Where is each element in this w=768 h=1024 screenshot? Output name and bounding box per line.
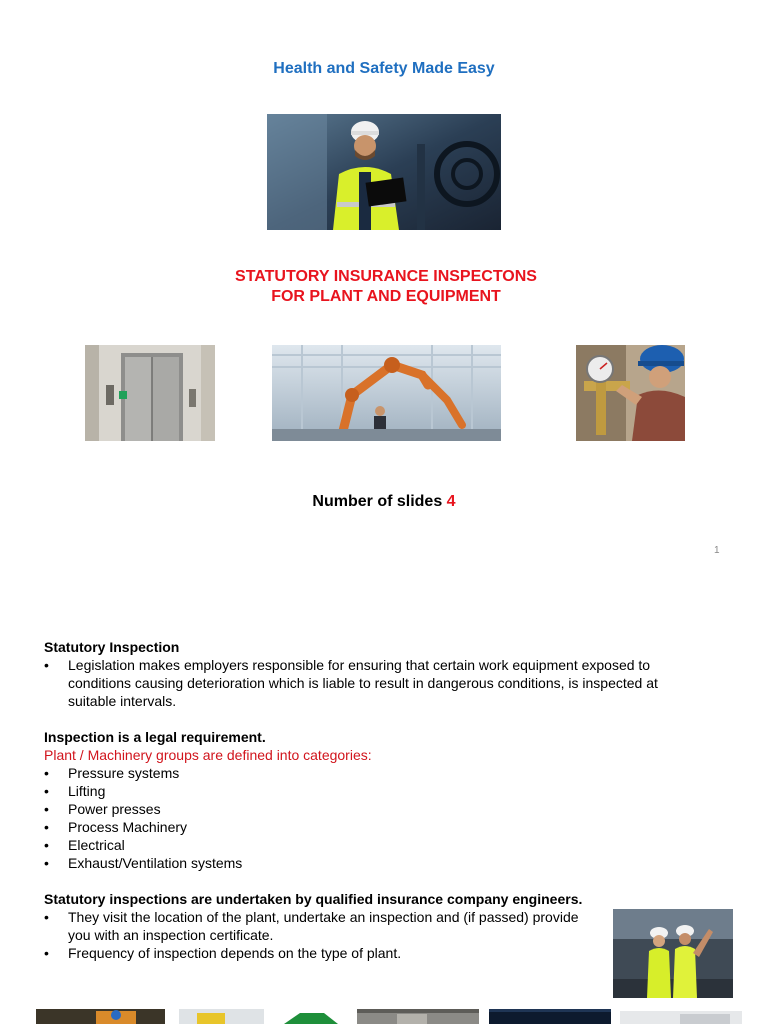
hero-engineer-photo — [267, 114, 501, 230]
slide-heading-line1: STATUTORY INSURANCE INSPECTONS — [235, 268, 537, 285]
engineer-illustration — [267, 114, 501, 230]
list-item: • Lifting — [44, 782, 724, 800]
pressure-gauge-photo — [576, 345, 685, 441]
list-item: • Pressure systems — [44, 764, 724, 782]
list-item: • Process Machinery — [44, 818, 724, 836]
slide-heading — [0, 267, 768, 307]
elevator-photo — [85, 345, 215, 441]
bottom-photo-4-illustration — [357, 1009, 479, 1024]
bottom-photo-1 — [36, 1009, 165, 1024]
robot-factory-illustration — [272, 345, 501, 441]
robot-factory-photo — [272, 345, 501, 441]
section-title-legal-requirement: Inspection is a legal requirement. — [44, 729, 266, 745]
engineers-illustration — [613, 909, 733, 998]
bottom-photo-6 — [620, 1011, 742, 1024]
list-item-line: you with an inspection certificate. — [68, 927, 274, 943]
engineers-photo — [613, 909, 733, 998]
list-item: • Power presses — [44, 800, 724, 818]
bottom-photo-3 — [280, 1011, 342, 1024]
brand-title: Health and Safety Made Easy — [273, 60, 495, 77]
list-item: • Exhaust/Ventilation systems — [44, 854, 724, 872]
section-title-statutory-inspection: Statutory Inspection — [44, 639, 180, 655]
page-number: 1 — [714, 545, 720, 556]
slide-count — [0, 493, 768, 511]
categories-subtitle: Plant / Machinery groups are defined into categories: — [44, 747, 372, 763]
list-item: • Legislation makes employers responsible for ensuring that certain work equipment exposed to conditions causing deterioration which is liable to result in dangerous conditions, is inspected at suitable intervals. — [44, 656, 708, 710]
slide-count-value: 4 — [446, 493, 456, 510]
category-list — [44, 764, 724, 872]
bottom-photo-6-illustration — [620, 1011, 742, 1024]
bottom-photo-3-illustration — [280, 1011, 342, 1024]
section-title-engineers: Statutory inspections are undertaken by qualified insurance company engineers. — [44, 891, 583, 907]
elevator-illustration — [85, 345, 215, 441]
pressure-gauge-illustration — [576, 345, 685, 441]
list-item-line: • They visit the location of the plant, undertake an inspection and (if passed) provide — [68, 909, 579, 925]
bottom-photo-5 — [489, 1009, 611, 1024]
bottom-photo-4 — [357, 1009, 479, 1024]
bottom-photo-5-illustration — [489, 1009, 611, 1024]
list-item: • Electrical — [44, 836, 724, 854]
slide-heading-line2: FOR PLANT AND EQUIPMENT — [271, 288, 501, 305]
slide-count-label: Number of slides — [312, 493, 447, 510]
list-item: • Frequency of inspection depends on the type of plant. — [44, 944, 724, 962]
bottom-photo-2-illustration — [179, 1009, 264, 1024]
bottom-photo-2 — [179, 1009, 264, 1024]
section1-bullet-list — [44, 656, 724, 710]
bottom-photo-1-illustration — [36, 1009, 165, 1024]
